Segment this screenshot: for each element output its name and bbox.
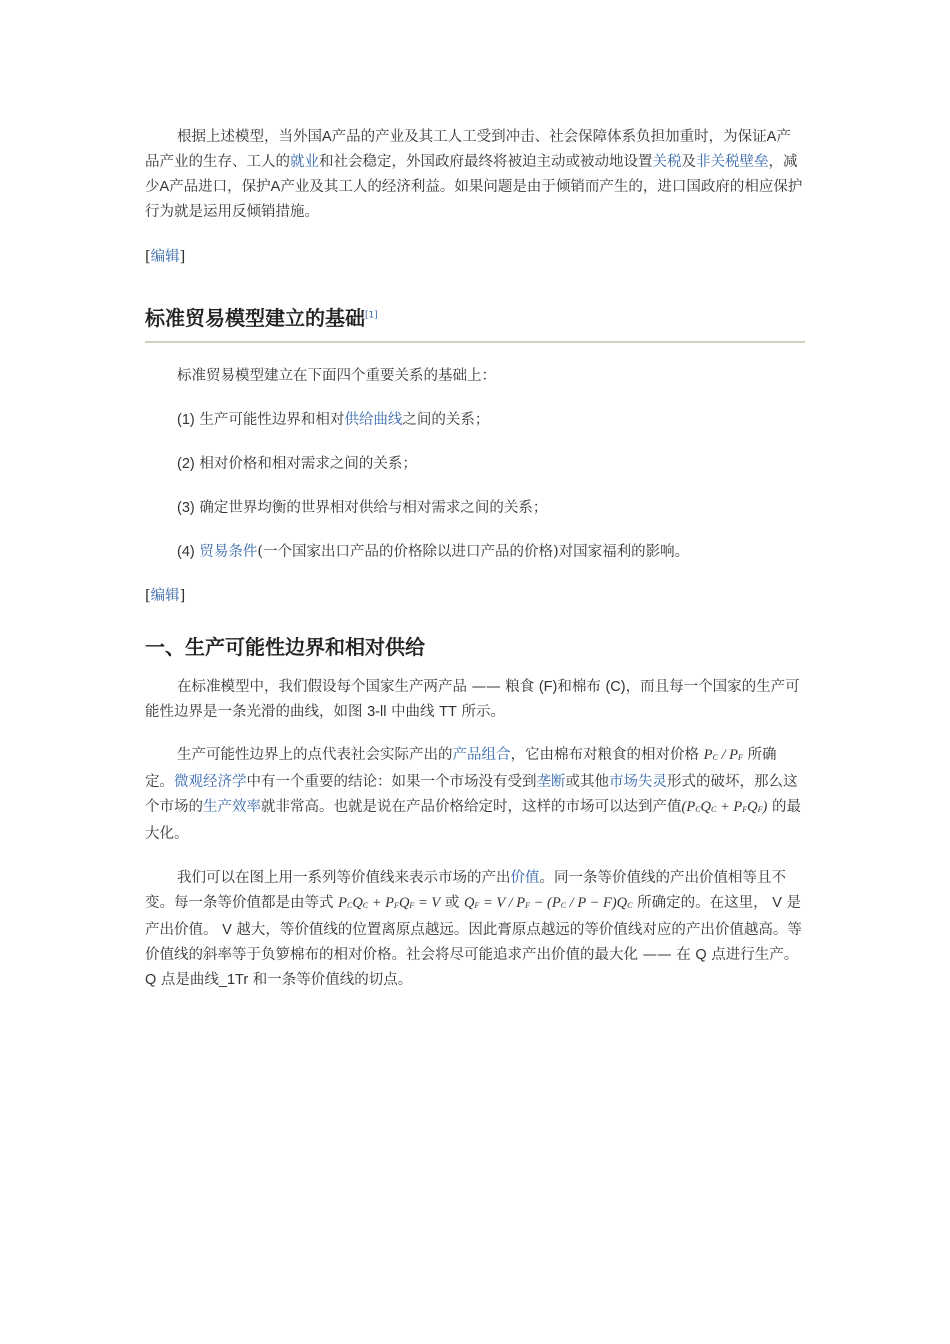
text: Q xyxy=(695,947,707,963)
text: 相对价格和相对需求之间的关系； xyxy=(194,456,417,472)
bracket: ] xyxy=(179,588,186,604)
list-item xyxy=(145,452,805,477)
link-supply-curve[interactable]: 供给曲线 xyxy=(344,412,403,428)
item-number: (2) xyxy=(177,456,195,472)
section1-lead: 标准贸易模型建立在下面四个重要关系的基础上： xyxy=(177,368,496,384)
link-value[interactable]: 价值 xyxy=(510,870,540,886)
formula-relative-price: $P_C / P_F$ xyxy=(703,747,743,763)
formula-output-value: $(P_CQ_C + P_FQ_F)$ xyxy=(681,799,768,815)
text: 所确定。 xyxy=(145,747,777,790)
text: A xyxy=(322,129,332,145)
link-monopoly[interactable]: 垄断 xyxy=(536,774,566,790)
text: 就非常高。也就是说在产品价格给定时，这样的市场可以达到产值 xyxy=(261,799,682,815)
link-microeconomics[interactable]: 微观经济学 xyxy=(174,774,247,790)
heading-text: 标准贸易模型建立的基础 xyxy=(145,306,365,330)
link-production-efficiency[interactable]: 生产效率 xyxy=(203,799,261,815)
item-number: (3) xyxy=(177,500,195,516)
text: 中曲线 xyxy=(391,704,435,720)
item-number: (1) xyxy=(177,412,195,428)
section-heading-ppf: 一、生产可能性边界和相对供给 xyxy=(145,635,425,659)
text: 和一条等价值线的切点。 xyxy=(252,972,413,988)
text: (一个国家出口产品的价格除以进口产品的价格)对国家福利的影响。 xyxy=(257,544,690,560)
formula-isovalue: $P_CQ_C + P_FQ_F = V$ xyxy=(338,895,441,911)
text: 的最大化。 xyxy=(145,799,801,842)
text: A xyxy=(270,179,281,195)
list-item xyxy=(145,408,805,433)
text: TT xyxy=(439,704,457,720)
text: 之间的关系； xyxy=(402,412,490,428)
item-number: (4) xyxy=(177,544,195,560)
article-content xyxy=(145,125,805,993)
text: 及 xyxy=(681,154,696,170)
text: ，而且每一个国家的生产可能性边界是一条光滑的曲线，如图 xyxy=(145,679,800,720)
heading-divider xyxy=(145,341,805,343)
bracket: [ xyxy=(145,249,151,265)
text: 产品的产业及其工人工受到冲击、社会保障体系负担加重时，为保证 xyxy=(331,129,767,145)
text: A xyxy=(766,129,777,145)
text: ，它由棉布对粮食的相对价格 xyxy=(510,747,699,763)
edit-link[interactable]: 编辑 xyxy=(150,588,180,604)
text: ，减少 xyxy=(145,154,798,195)
text: V xyxy=(772,895,782,911)
text: 。同一条等价值线的产出价值相等且不变。每一条等价值都是由等式 xyxy=(145,870,786,911)
edit-section-link-1 xyxy=(145,245,805,270)
text: 点进行生产。 xyxy=(711,947,799,963)
text: 我们可以在图上用一系列等价值线来表示市场的产出 xyxy=(177,870,511,886)
text: V xyxy=(222,922,232,938)
link-product-mix[interactable]: 产品组合 xyxy=(452,747,511,763)
text: _1Tr xyxy=(218,972,249,988)
link-market-failure[interactable]: 市场失灵 xyxy=(609,774,667,790)
edit-section-link-2 xyxy=(145,584,805,609)
text: 或其他 xyxy=(565,774,609,790)
link-terms-of-trade[interactable]: 贸易条件 xyxy=(199,544,258,560)
text: 生产可能性边界和相对 xyxy=(194,412,345,428)
text: 形式的破坏，那么这个市场的 xyxy=(145,774,798,815)
text: 和棉布 xyxy=(557,679,601,695)
list-item xyxy=(145,540,805,565)
text: Q xyxy=(145,972,157,988)
intro-paragraph xyxy=(145,125,805,225)
text: 3-ll xyxy=(367,704,387,720)
text: 产业及其工人的经济利益。如果问题是由于倾销而产生的，进口国政府的相应保护行为就是运用反倾销措施。 xyxy=(145,179,803,220)
ppf-paragraph-2 xyxy=(145,743,805,847)
text: (F) xyxy=(538,679,558,695)
text: 是产出价值。 xyxy=(145,895,801,938)
text: 产品进口，保护 xyxy=(169,179,271,195)
bracket: ] xyxy=(179,249,186,265)
text: (C) xyxy=(605,679,626,695)
edit-link[interactable]: 编辑 xyxy=(150,249,180,265)
text: 在标准模型中，我们假设每个国家生产两产品 —— 粮食 xyxy=(177,679,535,695)
section-heading-standard-model xyxy=(145,302,805,331)
list-item xyxy=(145,496,805,521)
text: 或 xyxy=(444,895,460,911)
link-nontariff-barrier[interactable]: 非关税壁垒 xyxy=(696,154,769,170)
formula-isovalue-solved: $Q_F = V / P_F - (P_C / P - F)Q_C$ xyxy=(463,895,633,911)
reference-link[interactable]: [1] xyxy=(365,310,378,321)
text: 点是曲线 xyxy=(160,972,219,988)
text: 所确定的。在这里， xyxy=(637,895,768,911)
ppf-paragraph-1 xyxy=(145,675,805,725)
text: 中有一个重要的结论：如果一个市场没有受到 xyxy=(246,774,537,790)
text: 产品产业的生存、工人的 xyxy=(145,129,791,170)
text: 生产可能性边界上的点代表社会实际产出的 xyxy=(177,747,453,763)
text: 根据上述模型，当外国 xyxy=(177,129,322,145)
link-employment[interactable]: 就业 xyxy=(290,154,319,170)
text: A xyxy=(159,179,170,195)
text: 和社会稳定，外国政府最终将被迫主动或被动地设置 xyxy=(319,154,653,170)
bracket: [ xyxy=(145,588,151,604)
link-tariff[interactable]: 关税 xyxy=(652,154,682,170)
text: 所示。 xyxy=(461,704,505,720)
text: 越大，等价值线的位置离原点越远。因此膏原点越远的等价值线对应的产出价值越高。等价值线的斜率等于负箩棉布的相对价格。社会将尽可能追求产出价值的最大化 —— 在 xyxy=(145,922,802,963)
ppf-paragraph-3 xyxy=(145,866,805,993)
text: 确定世界均衡的世界相对供给与相对需求之间的关系； xyxy=(194,500,548,516)
